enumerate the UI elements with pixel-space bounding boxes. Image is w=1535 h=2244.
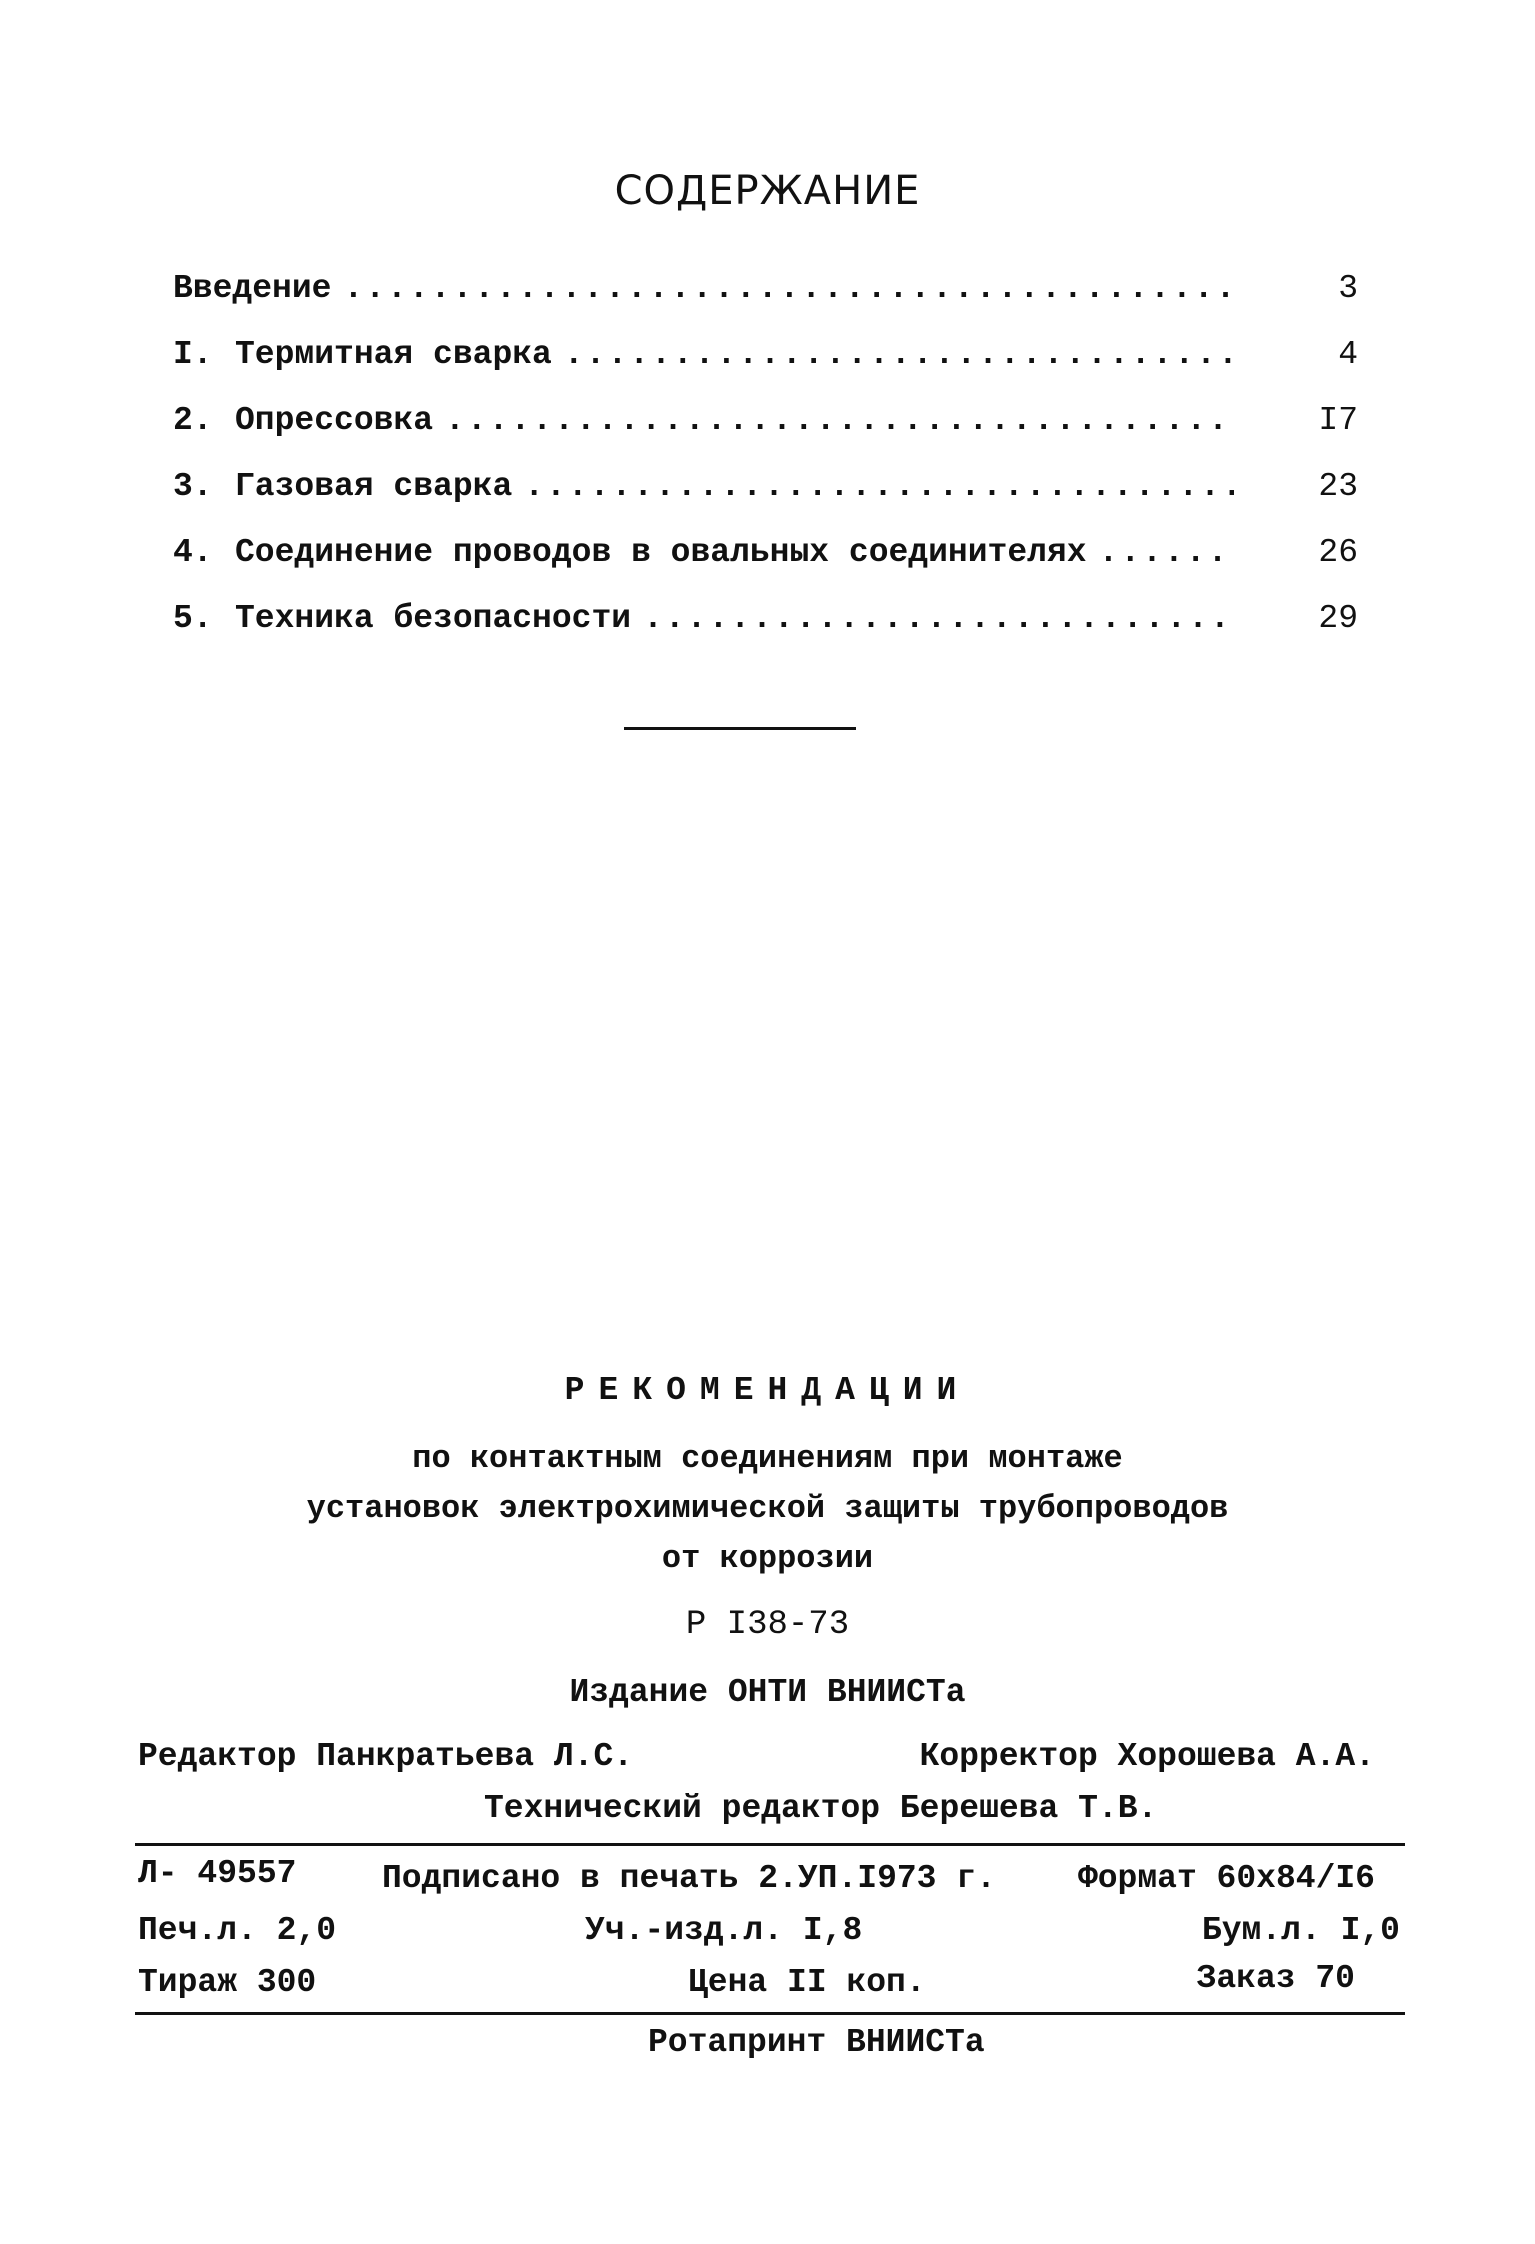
toc-entry-label: Техника безопасности [235,600,632,637]
technical-editor: Технический редактор Берешева Т.В. [484,1790,1158,1827]
circulation: Тираж 300 [138,1964,317,2001]
toc-leader-dots [343,270,1234,307]
publisher: Издание ОНТИ ВНИИСТа [569,1674,966,1711]
corrector: Корректор Хорошева А.А. [919,1738,1375,1775]
toc-entry [173,600,1358,666]
document-code: Р I38-73 [685,1606,850,1644]
toc-leader-dots [564,336,1234,373]
editor: Редактор Панкратьева Л.С. [138,1738,634,1775]
toc-leader-dots [643,600,1234,637]
toc-leader-dots [445,402,1234,439]
price: Цена II коп. [688,1964,926,2001]
colophon-subtitle-line: установок электрохимической защиты трубопроводов [306,1490,1229,1527]
toc-entry [173,468,1358,534]
printer: Ротапринт ВНИИСТа [648,2024,985,2061]
toc-entry-number: I. [173,336,213,373]
toc-entry-number: 4. [173,534,213,571]
table-top-rule [135,1843,1405,1846]
table-of-contents [173,270,1358,666]
toc-entry-number: 3. [173,468,213,505]
edition-sheets: Уч.-изд.л. I,8 [585,1912,863,1949]
section-divider [624,727,856,730]
toc-entry-label: Введение [173,270,332,307]
toc-entry-page: 3 [1338,270,1358,307]
print-sheets: Печ.л. 2,0 [138,1912,337,1949]
toc-entry-page: 29 [1318,600,1358,637]
toc-entry-label: Соединение проводов в овальных соединителях [235,534,1087,571]
toc-entry-label: Опрессовка [235,402,434,439]
toc-entry-number: 2. [173,402,213,439]
table-bottom-rule [135,2012,1405,2015]
toc-entry [173,336,1358,402]
toc-entry-page: 26 [1318,534,1358,571]
license-number: Л- 49557 [138,1855,297,1892]
paper-format: Формат 60х84/I6 [1077,1860,1375,1897]
paper-sheets: Бум.л. I,0 [1201,1912,1400,1949]
toc-entry-page: 23 [1318,468,1358,505]
colophon-subtitle-line: от коррозии [661,1540,874,1577]
toc-entry-page: I7 [1318,402,1358,439]
toc-entry [173,402,1358,468]
colophon-subtitle-line: по контактным соединениям при монтаже [412,1440,1123,1477]
toc-title: СОДЕРЖАНИЕ [614,168,921,214]
signed-date: Подписано в печать 2.УП.I973 г. [382,1860,996,1897]
toc-entry [173,534,1358,600]
toc-entry-label: Термитная сварка [235,336,552,373]
toc-leader-dots [524,468,1234,505]
toc-entry-label: Газовая сварка [235,468,513,505]
toc-entry-number: 5. [173,600,213,637]
toc-leader-dots [1099,534,1234,571]
toc-entry [173,270,1358,336]
order-number: Заказ 70 [1196,1960,1355,1997]
colophon-title: РЕКОМЕНДАЦИИ [564,1372,971,1409]
toc-entry-page: 4 [1338,336,1358,373]
